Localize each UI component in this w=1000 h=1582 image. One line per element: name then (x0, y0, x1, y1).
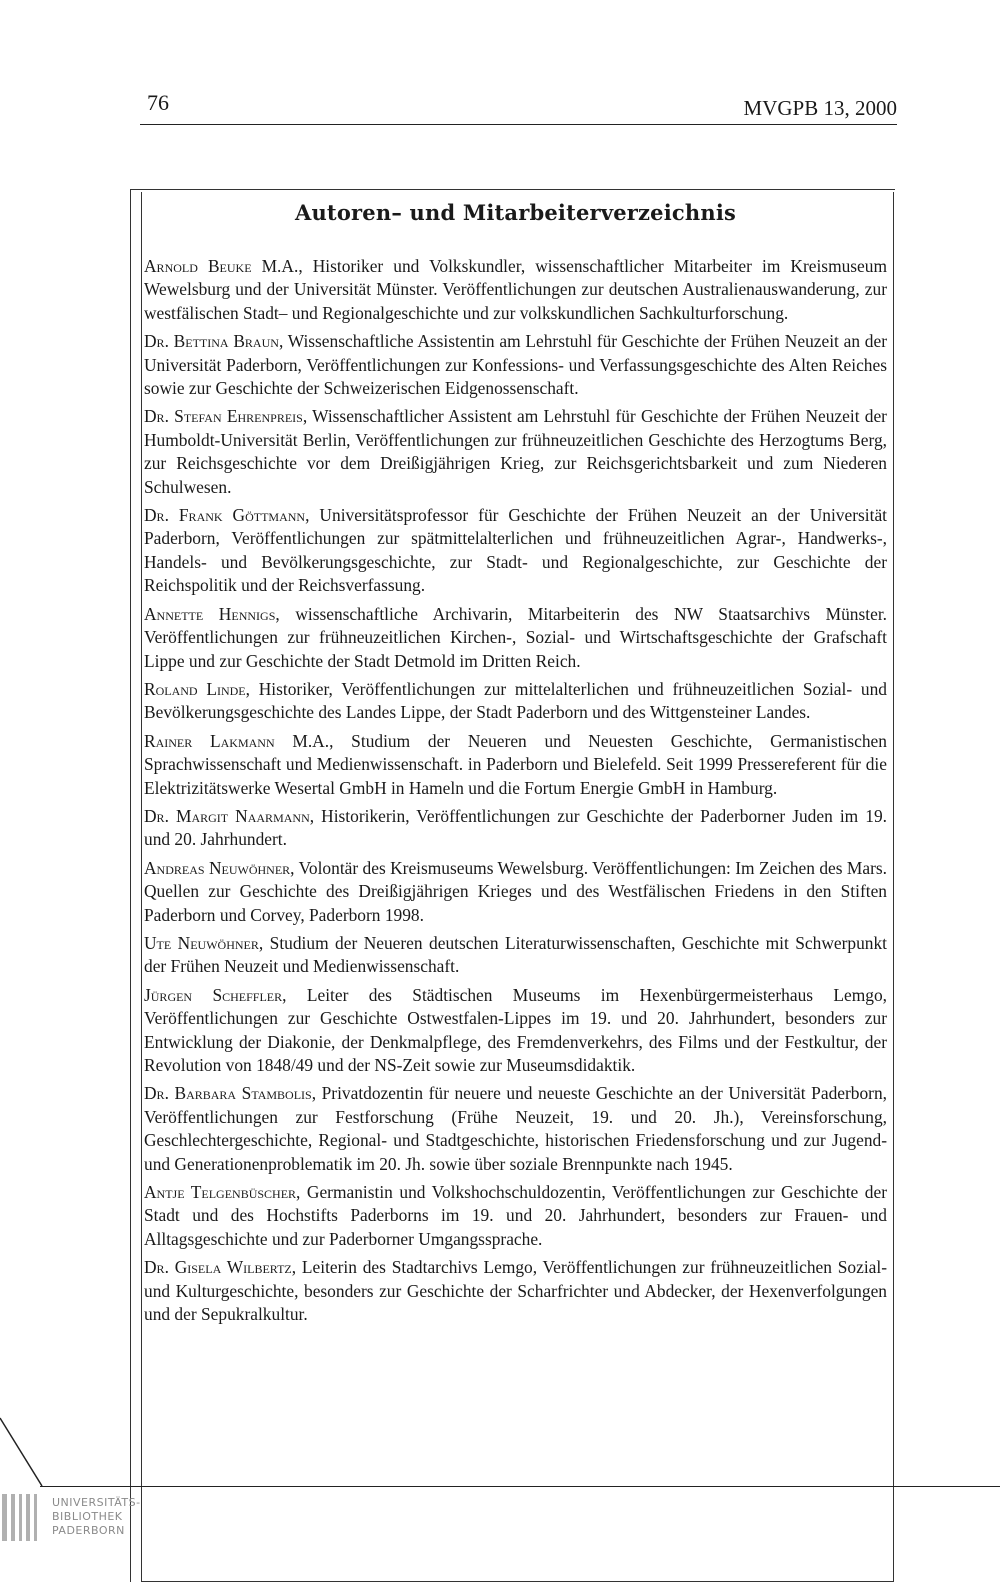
page-number: 76 (147, 90, 169, 115)
author-name: Arnold Beuke M.A. (144, 256, 299, 276)
journal-reference: MVGPB 13, 2000 (743, 96, 897, 120)
author-description: , Studium der Neueren und Neuesten Geschichte, Germanistischen Sprachwissenschaft und Medienwissenschaft. in Paderborn und Bielefeld. Seit 1999 Pressereferent für die Elektrizitätswerke Wesertal GmbH in Hameln und die Fortum Energie GmbH in Hamburg. (144, 730, 887, 798)
author-entry (144, 678, 887, 725)
author-description: , Privatdozentin für neuere und neueste Geschichte an der Universität Paderborn, Veröffentlichungen zur Festforschung (Frühe Neuzeit, 19. und 20. Jh.), Vereinsforschung, Geschlechtergeschichte, Regional- und Stadtgeschichte, historischen Friedensforschung und zur Jugend- und Generationenproblematik im 20. Jh. sowie über soziale Brennpunkte nach 1945. (144, 1083, 887, 1174)
author-entry (144, 1256, 887, 1326)
author-name: Annette Hennigs (144, 603, 276, 624)
author-description: , Historiker und Volkskundler, wissenschaftlicher Mitarbeiter im Kreismuseum Wewelsburg und der Universität Münster. Veröffentlichungen zur deutschen Australienauswanderung, zur westfälischen Stadt– und Regionalgeschichte und zur volkskundlichen Sachkulturforschung. (144, 256, 888, 323)
author-description: , Wissenschaftliche Assistentin am Lehrstuhl für Geschichte der Frühen Neuzeit an der Universität Paderborn, Veröffentlichungen zur Konfessions- und Verfassungsgeschichte des Alten Reiches sowie zur Geschichte der Schweizerischen Eidgenossenschaft. (144, 331, 887, 399)
author-description: , wissenschaftliche Archivarin, Mitarbeiterin des NW Staatsarchivs Münster. Veröffentlichungen zur frühneuzeitlichen Kirchen-, Sozial- und Wirtschaftsgeschichte der Grafschaft Lippe und zur Geschichte der Stadt Detmold im Dritten Reich. (144, 603, 887, 671)
box-outer-left-border (130, 189, 131, 1582)
footer-rule (40, 1486, 1000, 1487)
author-name: Dr. Barbara Stambolis (144, 1083, 312, 1104)
author-name: Dr. Frank Göttmann (144, 505, 306, 526)
author-name: Jürgen Scheffler (144, 984, 283, 1005)
author-entry (144, 932, 887, 979)
author-entry (144, 330, 887, 400)
author-name: Dr. Gisela Wilbertz (144, 1257, 292, 1278)
page-title: Autoren– und Mitarbeiterverzeichnis (294, 200, 737, 225)
author-name: Dr. Stefan Ehrenpreis (144, 406, 303, 427)
library-line-1: UNIVERSITÄTS- (52, 1496, 141, 1509)
author-name: Antje Telgenbüscher (144, 1182, 297, 1203)
author-name: Ute Neuwöhner (144, 932, 259, 953)
author-description: , Wissenschaftlicher Assistent am Lehrstuhl für Geschichte der Frühen Neuzeit der Humboldt-Universität Berlin, Veröffentlichungen zur frühneuzeitlichen Geschichte des Herzogtums Berg, zur Reichsgeschichte vor dem Dreißigjährigen Krieg, zur Reichsgerichtsbarkeit und zum Niederen Schulwesen. (144, 406, 887, 497)
author-entries (144, 255, 887, 1326)
author-description: , Historikerin, Veröffentlichungen zur Geschichte der Paderborner Juden im 19. und 20. Jahrhundert. (144, 805, 887, 850)
author-directory-box (141, 192, 894, 1582)
library-line-3: PADERBORN (52, 1524, 125, 1537)
author-entry (144, 805, 887, 852)
author-entry (144, 603, 887, 673)
author-description: , Studium der Neueren deutschen Literaturwissenschaften, Geschichte mit Schwerpunkt der Frühen Neuzeit und Medienwissenschaft. (144, 932, 888, 977)
author-description: , Leiterin des Stadtarchivs Lemgo, Veröffentlichungen zur frühneuzeitlichen Sozial- und Kulturgeschichte, besonders zur Geschichte der Scharfrichter und Abdecker, der Hexenverfolgungen und der Sepukralkultur. (144, 1257, 887, 1325)
author-entry (144, 730, 887, 800)
author-entry (144, 1082, 887, 1176)
author-entry (144, 255, 887, 325)
author-description: , Universitätsprofessor für Geschichte der Frühen Neuzeit an der Universität Paderborn, Veröffentlichungen zur spätmittelalterlichen und frühneuzeitlichen Agrar-, Handwerks-, Handels- und Bevölkerungsgeschichte, zur Stadt- und Regionalgeschichte, zur Geschichte der Reichspolitik und der Reichsverfassung. (144, 505, 887, 596)
author-description: , Leiter des Städtischen Museums im Hexenbürgermeisterhaus Lemgo, Veröffentlichungen zur Geschichte Ostwestfalen-Lippes im 19. und 20. Jahrhundert, besonders zur Entwicklung der Diakonie, der Denkmalpflege, des Fremdenverkehrs, des Films und der Festkultur, der Revolution von 1848/49 und der NS-Zeit sowie zur Museumsdidaktik. (144, 984, 888, 1075)
header-rule (140, 124, 897, 125)
author-description: , Volontär des Kreismuseums Wewelsburg. Veröffentlichungen: Im Zeichen des Mars. Quellen zur Geschichte des Dreißigjährigen Krieges und des Westfälischen Friedens in den Stiften Paderborn und Corvey, Paderborn 1998. (144, 857, 887, 925)
author-name: Dr. Margit Naarmann (144, 805, 310, 826)
author-entry (144, 1181, 887, 1251)
author-entry (144, 984, 887, 1078)
author-name: Andreas Neuwöhner (144, 857, 291, 878)
author-name: Dr. Bettina Braun (144, 331, 279, 352)
library-name (52, 1496, 141, 1538)
author-description: , Historiker, Veröffentlichungen zur mittelalterlichen und frühneuzeitlichen Sozial- und Bevölkerungsgeschichte des Landes Lippe, der Stadt Paderborn und des Wittgensteiner Landes. (144, 678, 887, 723)
library-line-2: BIBLIOTHEK (52, 1510, 123, 1523)
library-logo (0, 1494, 160, 1541)
author-description: , Germanistin und Volkshochschuldozentin, Veröffentlichungen zur Geschichte der Stadt und des Hochstifts Paderborns im 19. und 20. Jahrhundert, besonders zur Frauen- und Alltagsgeschichte und zur Paderborner Umgangssprache. (144, 1182, 887, 1249)
author-name: Roland Linde (144, 678, 246, 699)
library-barcode-icon (0, 1494, 44, 1541)
author-entry (144, 504, 887, 598)
box-top-border (130, 189, 895, 190)
author-name: Rainer Lakmann M.A. (144, 730, 330, 751)
author-entry (144, 857, 887, 927)
author-entry (144, 405, 887, 499)
